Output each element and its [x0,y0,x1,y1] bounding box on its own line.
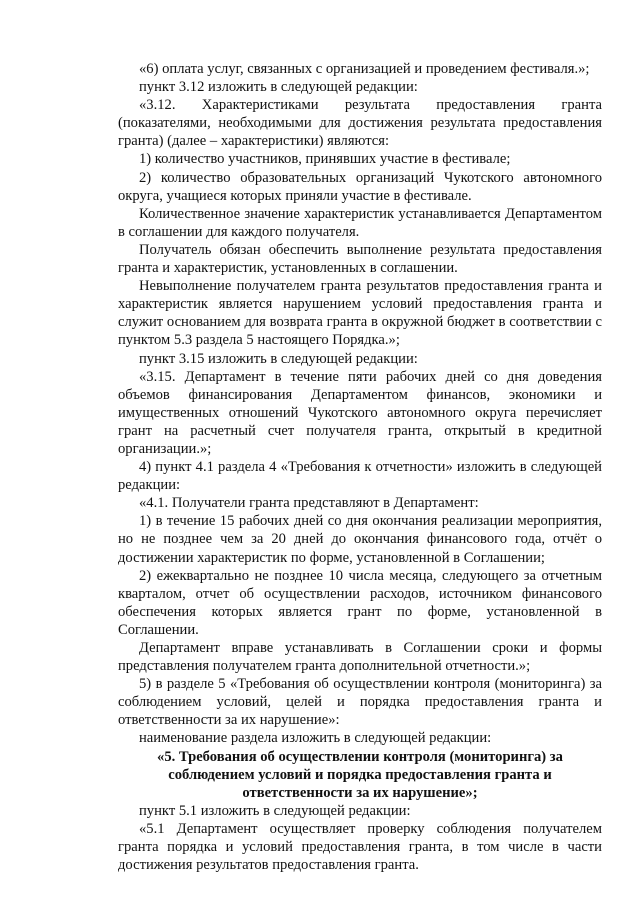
section-title-line: «5. Требования об осуществлении контроля (мониторинга) за [157,748,563,765]
section-title [118,748,602,802]
list-item: 2) количество образовательных организаций Чукотского автономного округа, учащиеся которых приняли участие в фестивале. [118,169,602,204]
paragraph: наименование раздела изложить в следующей редакции: [139,730,492,747]
paragraph: пункт 5.1 изложить в следующей редакции: [139,802,411,819]
paragraph: Получатель обязан обеспечить выполнение результата предоставления гранта и характеристик, установленных в соглашении. [118,241,602,277]
section-title-line: соблюдением условий и порядка предоставления гранта и [168,766,552,783]
paragraph: Количественное значение характеристик устанавливается Департаментом в соглашении для каждого получателя. [118,205,602,240]
list-item: 1) количество участников, принявших участие в фестивале; [139,151,511,168]
document-page [118,60,602,874]
paragraph: «5.1 Департамент осуществляет проверку соблюдения получателем гранта порядка и условий предоставления гранта, в том числе в части достижения результатов предоставления гранта. [118,820,602,874]
paragraph: Департамент вправе устанавливать в Соглашении сроки и формы представления получателем гранта дополнительной отчетности.»; [118,640,602,675]
paragraph: «4.1. Получатели гранта представляют в Департамент: [139,495,479,512]
paragraph: «3.15. Департамент в течение пяти рабочих дней со дня доведения объемов финансирования Департаментом финансов, экономики и имущественных отношений Чукотского автономного округа перечисляет грант на расчетный счет получателя гранта, открытый в кредитной организации.»; [118,368,602,457]
paragraph: Невыполнение получателем гранта результатов предоставления гранта и характеристик является нарушением условий предоставления гранта и служит основанием для возврата гранта в окружной бюджет в соответствии с пунктом 5.3 раздела 5 настоящего Порядка.»; [118,278,602,349]
paragraph: пункт 3.12 изложить в следующей редакции: [139,79,418,96]
paragraph: «6) оплата услуг, связанных с организацией и проведением фестиваля.»; [139,61,590,77]
section-title-line: ответственности за их нарушение»; [242,784,478,801]
list-item: 2) ежеквартально не позднее 10 числа месяца, следующего за отчетным кварталом, отчет об осуществлении расходов, источником финансового обеспечения которых является грант по форме, установленной в Соглашении. [118,567,602,638]
paragraph: 4) пункт 4.1 раздела 4 «Требования к отчетности» изложить в следующей редакции: [118,459,602,494]
list-item: 1) в течение 15 рабочих дней со дня окончания реализации мероприятия, но не позднее чем за 20 дней до окончания финансового года, отчёт о достижении характеристик по форме, установленной в Соглашении; [118,513,602,566]
paragraph: «3.12. Характеристиками результата предоставления гранта (показателями, необходимыми для достижения результата предоставления гранта) (далее – характеристики) являются: [118,97,602,150]
paragraph: 5) в разделе 5 «Требования об осуществлении контроля (мониторинга) за соблюдением условий, целей и порядка предоставления гранта и ответственности за их нарушение»: [118,676,602,729]
paragraph: пункт 3.15 изложить в следующей редакции: [139,350,418,367]
